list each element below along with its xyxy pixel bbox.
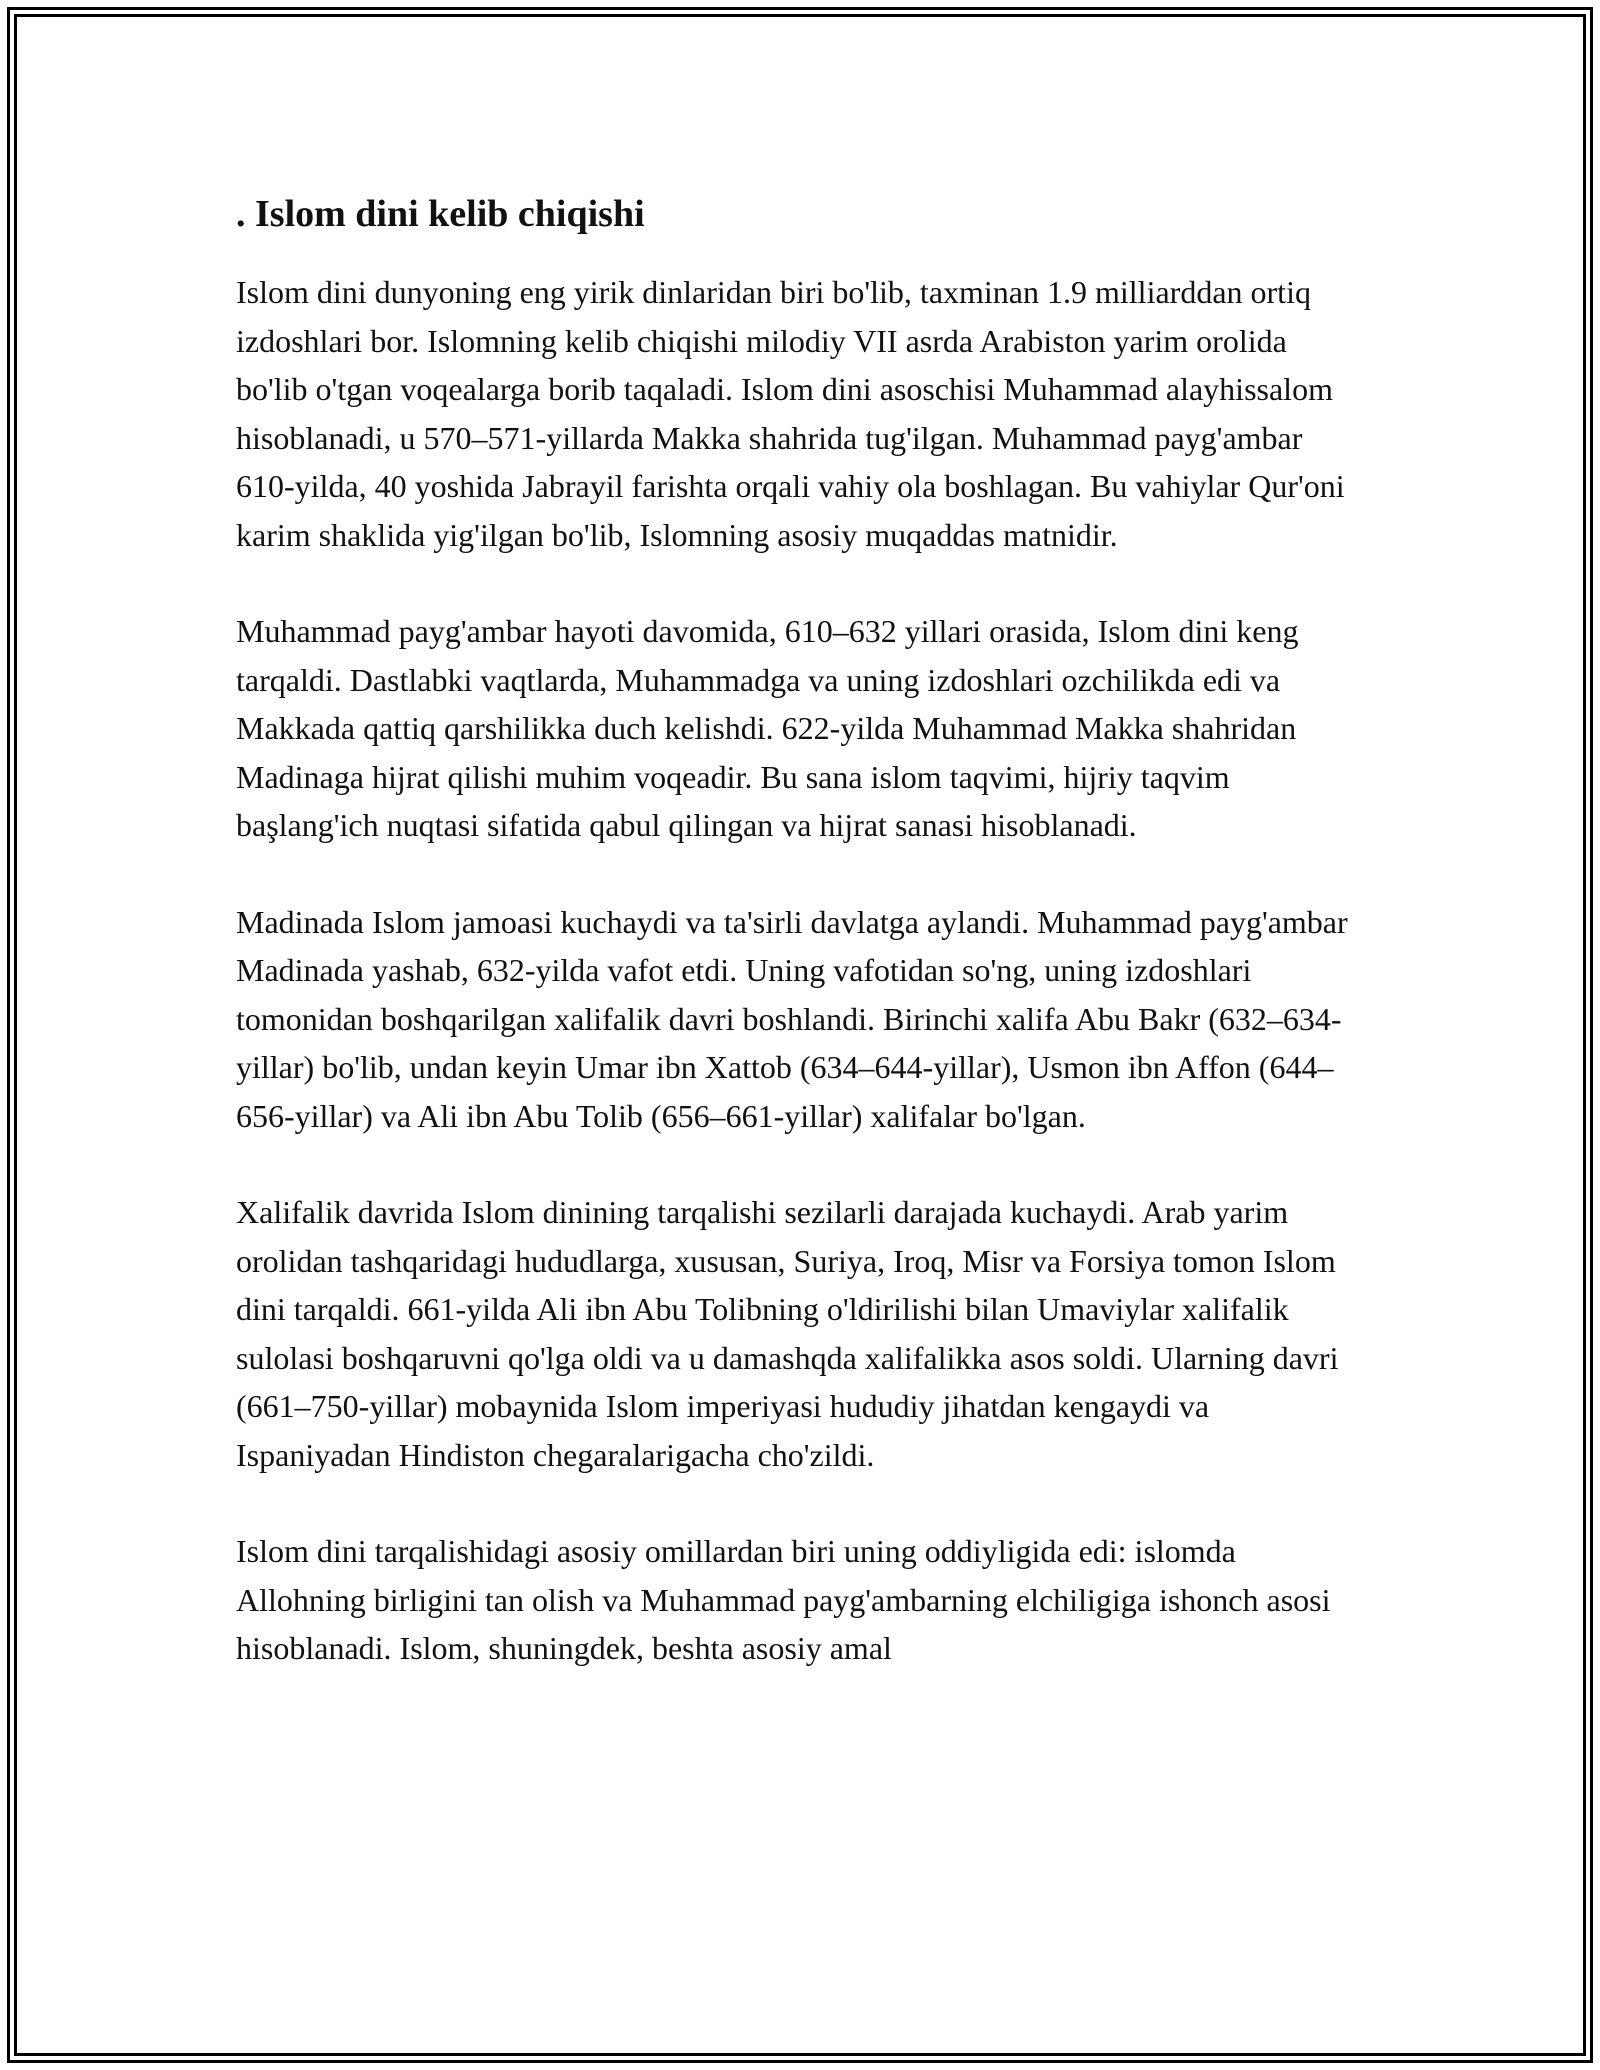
document-title: . Islom dini kelib chiqishi [236,193,645,235]
document-body [236,186,1366,1673]
paragraph-5: Islom dini tarqalishidagi asosiy omillardan biri uning oddiyligida edi: islomda Allohning birligini tan olish va Muhammad payg'ambarning elchiligiga ishonch asosi hisoblanadi. Islom, shuningdek, beshta asosiy amal [236,1533,1331,1666]
paragraph-4: Xalifalik davrida Islom dinining tarqalishi sezilarli darajada kuchaydi. Arab yarim orolidan tashqaridagi hududlarga, xususan, Suriya, Iroq, Misr va Forsiya tomon Islom dini tarqaldi. 661-yilda Ali ibn Abu Tolibning o'ldirilishi bilan Umaviylar xalifalik sulolasi boshqaruvni qo'lga oldi va u damashqda xalifalikka asos soldi. Ularning davri (661–750-yillar) mobaynida Islom imperiyasi hududiy jihatdan kengaydi va Ispaniyadan Hindiston chegaralarigacha cho'zildi. [236,1194,1339,1473]
paragraph-2: Muhammad payg'ambar hayoti davomida, 610–632 yillari orasida, Islom dini keng tarqaldi. Dastlabki vaqtlarda, Muhammadga va uning izdoshlari ozchilikda edi va Makkada qattiq qarshilikka duch kelishdi. 622-yilda Muhammad Makka shahridan Madinaga hijrat qilishi muhim voqeadir. Bu sana islom taqvimi, hijriy taqvim başlang'ich nuqtasi sifatida qabul qilingan va hijrat sanasi hisoblanadi. [236,613,1299,843]
paragraph-3: Madinada Islom jamoasi kuchaydi va ta'sirli davlatga aylandi. Muhammad payg'ambar Madinada yashab, 632-yilda vafot etdi. Uning vafotidan so'ng, uning izdoshlari tomonidan boshqarilgan xalifalik davri boshlandi. Birinchi xalifa Abu Bakr (632–634-yillar) bo'lib, undan keyin Umar ibn Xattob (634–644-yillar), Usmon ibn Affon (644–656-yillar) va Ali ibn Abu Tolib (656–661-yillar) xalifalar bo'lgan. [236,903,1348,1134]
paragraph-1: Islom dini dunyoning eng yirik dinlaridan biri bo'lib, taxminan 1.9 milliarddan ortiq izdoshlari bor. Islomning kelib chiqishi milodiy VII asrda Arabiston yarim orolida bo'lib o'tgan voqealarga borib taqaladi. Islom dini asoschisi Muhammad alayhissalom hisoblanadi, u 570–571-yillarda Makka shahrida tug'ilgan. Muhammad payg'ambar 610-yilda, 40 yoshida Jabrayil farishta orqali vahiy ola boshlagan. Bu vahiylar Qur'oni karim shaklida yig'ilgan bo'lib, Islomning asosiy muqaddas matnidir. [236,274,1345,553]
